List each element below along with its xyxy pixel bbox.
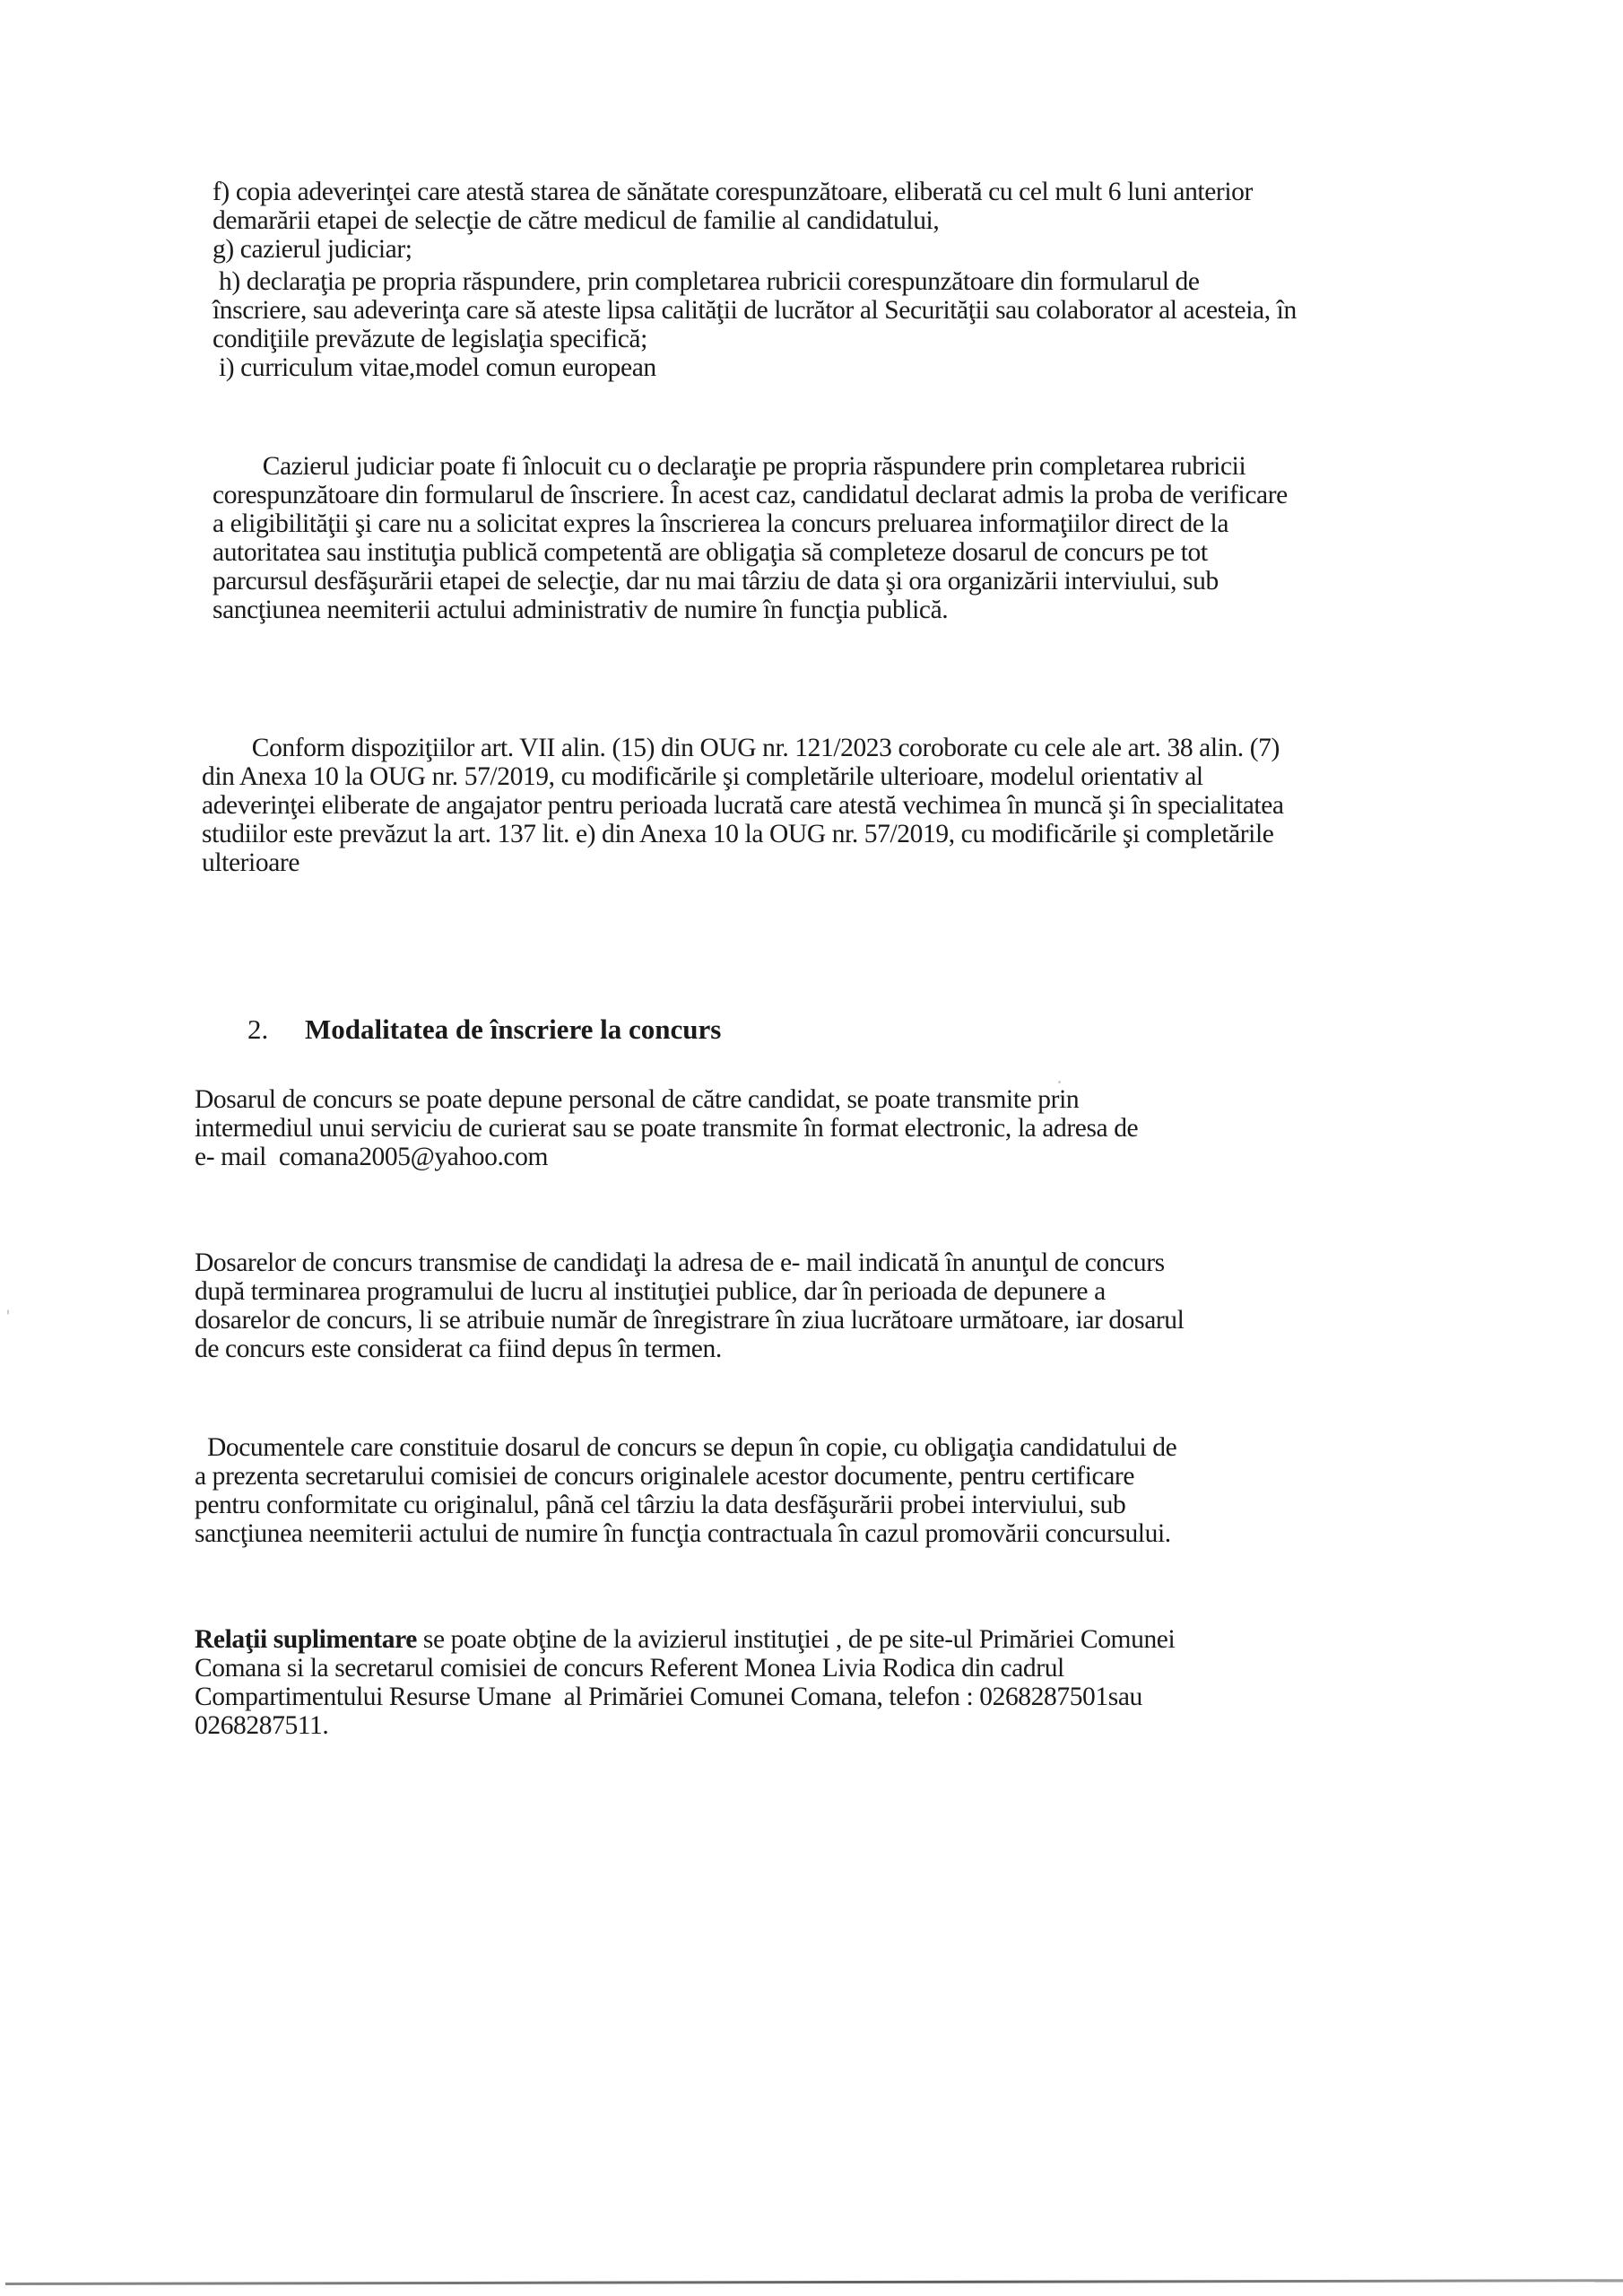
requirements-list	[213, 178, 1477, 382]
text-line: înscriere, sau adeverinţa care să ateste lipsa calităţii de lucrător al Securităţii sau colaborator al acesteia, în	[213, 296, 1297, 325]
text-fragment: se poate obţine de la avizierul instituţiei , de pe site-ul Primăriei Comunei	[416, 1625, 1176, 1654]
text-line: adeverinţei eliberate de angajator pentru perioada lucrată care atestă vechimea în muncă şi în specialitatea	[202, 791, 1284, 820]
text-line: dosarelor de concurs, li se atribuie număr de înregistrare în ziua lucrătoare următoare, iar dosarul	[195, 1306, 1185, 1335]
text-line: ulterioare	[202, 848, 300, 877]
text-line: după terminarea programului de lucru al instituţiei publice, dar în perioada de depunere a	[195, 1277, 1106, 1306]
text-line: Dosarelor de concurs transmise de candidaţi la adresa de e- mail indicată în anunţul de concurs	[195, 1248, 1165, 1277]
text-line: sancţiunea neemiterii actului de numire în funcţia contractuala în cazul promovării concursului.	[195, 1519, 1171, 1548]
email-submission-paragraph	[195, 1248, 1459, 1363]
text-line: din Anexa 10 la OUG nr. 57/2019, cu modificările şi completările ulterioare, modelul orientativ al	[202, 762, 1203, 791]
section-heading	[247, 1013, 721, 1046]
text-line: intermediul unui serviciu de curierat sau se poate transmite în format electronic, la adresa de	[195, 1114, 1139, 1143]
scan-speck	[1058, 1081, 1061, 1083]
text-line: Documentele care constituie dosarul de concurs se depun în copie, cu obligaţia candidatului de	[195, 1433, 1177, 1462]
text-line: Conform dispoziţiilor art. VII alin. (15) din OUG nr. 121/2023 coroborate cu cele ale art. 38 alin. (7)	[202, 734, 1280, 762]
list-item-f	[213, 178, 1477, 235]
scan-edge-line	[5, 2279, 1623, 2285]
list-item-i	[213, 353, 1477, 382]
text-line: autoritatea sau instituţia publică competentă are obligaţia să completeze dosarul de concurs pe tot	[213, 538, 1208, 567]
list-item-g	[213, 235, 1477, 264]
email-address-line: e- mail comana2005@yahoo.com	[195, 1143, 549, 1171]
text-line: demarării etapei de selecţie de către medicul de familie al candidatului,	[213, 206, 940, 235]
text-line: a eligibilităţii şi care nu a solicitat expres la înscrierea la concurs preluarea informaţiilor direct de la	[213, 509, 1229, 538]
relatii-paragraph	[195, 1625, 1459, 1740]
text-line: g) cazierul judiciar;	[213, 235, 412, 264]
text-line: studiilor este prevăzut la art. 137 lit. e) din Anexa 10 la OUG nr. 57/2019, cu modificările şi completările	[202, 820, 1274, 848]
text-line: Compartimentului Resurse Umane al Primăriei Comunei Comana, telefon : 0268287501sau	[195, 1683, 1142, 1711]
text-line: parcursul desfăşurării etapei de selecţie, dar nu mai târziu de data şi ora organizării interviului, sub	[213, 567, 1219, 596]
section-title: Modalitatea de înscriere la concurs	[305, 1013, 722, 1045]
text-line: f) copia adeverinţei care atestă starea de sănătate corespunzătoare, eliberată cu cel mult 6 luni anterior	[213, 178, 1253, 206]
cazier-paragraph	[213, 452, 1477, 624]
text-line: sancţiunea neemiterii actului administrativ de numire în funcţia publică.	[213, 596, 949, 624]
depunere-paragraph	[195, 1085, 1459, 1171]
text-line: Dosarul de concurs se poate depune personal de către candidat, se poate transmite prin	[195, 1085, 1080, 1114]
list-item-h	[213, 267, 1477, 353]
text-line: condiţiile prevăzute de legislaţia specifică;	[213, 325, 647, 353]
text-line: Comana si la secretarul comisiei de concurs Referent Monea Livia Rodica din cadrul	[195, 1654, 1064, 1683]
text-line: i) curriculum vitae,model comun european	[213, 353, 656, 382]
section-number: 2.	[247, 1013, 269, 1045]
text-line	[195, 1625, 1459, 1654]
text-line: corespunzătoare din formularul de înscriere. În acest caz, candidatul declarat admis la proba de verificare	[213, 481, 1288, 509]
documente-paragraph	[195, 1433, 1459, 1548]
text-line: Cazierul judiciar poate fi înlocuit cu o declaraţie pe propria răspundere prin completarea rubricii	[213, 452, 1246, 481]
text-line: h) declaraţia pe propria răspundere, prin completarea rubricii corespunzătoare din formularul de	[213, 267, 1200, 296]
text-line: pentru conformitate cu originalul, până cel târziu la data desfăşurării probei interviului, sub	[195, 1491, 1126, 1519]
conform-paragraph	[202, 734, 1466, 877]
scan-speck	[7, 1309, 9, 1315]
text-line: a prezenta secretarului comisiei de concurs originalele acestor documente, pentru certificare	[195, 1462, 1135, 1491]
text-line: 0268287511.	[195, 1711, 329, 1740]
bold-lead-text: Relaţii suplimentare	[195, 1625, 417, 1654]
text-line: de concurs este considerat ca fiind depus în termen.	[195, 1335, 722, 1363]
